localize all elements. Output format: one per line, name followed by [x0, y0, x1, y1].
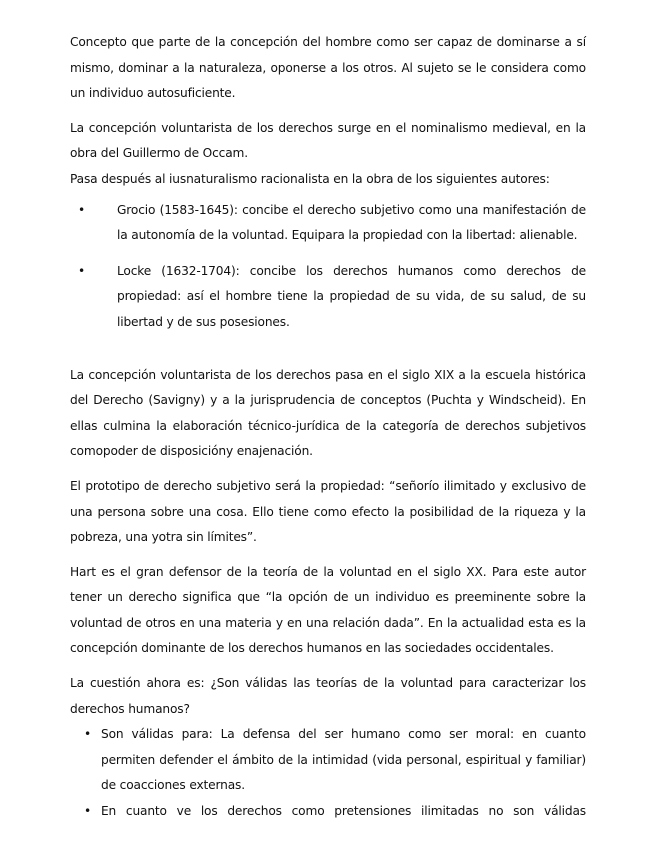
list-item	[70, 722, 586, 799]
list-item	[70, 799, 586, 825]
question-paragraph: La cuestión ahora es: ¿Son válidas las teorías de la voluntad para caracterizar los derechos humanos?	[70, 676, 586, 716]
voluntarist-origin-paragraph: La concepción voluntarista de los derechos surge en el nominalismo medieval, en la obra del Guillermo de Occam.	[70, 120, 586, 161]
validity-list	[70, 722, 586, 824]
hart-paragraph: Hart es el gran defensor de la teoría de la voluntad en el siglo XX. Para este autor tener un derecho significa que “la opción de un individuo es preeminente sobre la voluntad de otros en una materia y en una relación dada”. En la actualidad esta es la concepción dominante de los derechos humanos en las sociedades occidentales.	[70, 564, 586, 656]
list-item-text: Locke (1632-1704): concibe los derechos humanos como derechos de propiedad: así el hombre tiene la propiedad de su vida, de su salud, de su libertad y de sus posesiones.	[117, 263, 586, 329]
bullet-icon: •	[84, 804, 92, 819]
list-item	[70, 259, 586, 336]
list-item-text: Grocio (1583-1645): concibe el derecho subjetivo como una manifestación de la autonomía de la voluntad. Equipara la propiedad con la libertad: alienable.	[117, 202, 586, 243]
bullet-icon: •	[78, 202, 86, 217]
list-item-text: En cuanto ve los derechos como pretensiones ilimitadas no son válidas	[101, 804, 586, 819]
bullet-icon: •	[84, 727, 92, 742]
authors-list	[70, 198, 586, 336]
bullet-icon: •	[78, 263, 86, 278]
iusnaturalism-paragraph: Pasa después al iusnaturalismo racionalista en la obra de los siguientes autores:	[70, 171, 550, 186]
property-prototype-paragraph: El prototipo de derecho subjetivo será la propiedad: “señorío ilimitado y exclusivo de una persona sobre una cosa. Ello tiene como efecto la posibilidad de la riqueza y la pobreza, una yotra sin límites”.	[70, 478, 586, 545]
list-item	[70, 198, 586, 249]
historical-school-paragraph: La concepción voluntarista de los derechos pasa en el siglo XIX a la escuela histórica del Derecho (Savigny) y a la jurisprudencia de conceptos (Puchta y Windscheid). En ellas culmina la elaboración técnico-jurídica de la categoría de derechos subjetivos comopoder de disposicióny enajenación.	[70, 367, 586, 459]
intro-paragraph: Concepto que parte de la concepción del hombre como ser capaz de dominarse a sí mismo, dominar a la naturaleza, oponerse a los otros. Al sujeto se le considera como un individuo autosuficiente.	[70, 35, 586, 101]
document-page	[70, 30, 586, 825]
list-item-text: Son válidas para: La defensa del ser humano como ser moral: en cuanto permiten defender el ámbito de la intimidad (vida personal, espiritual y familiar) de coacciones externas.	[101, 727, 586, 793]
